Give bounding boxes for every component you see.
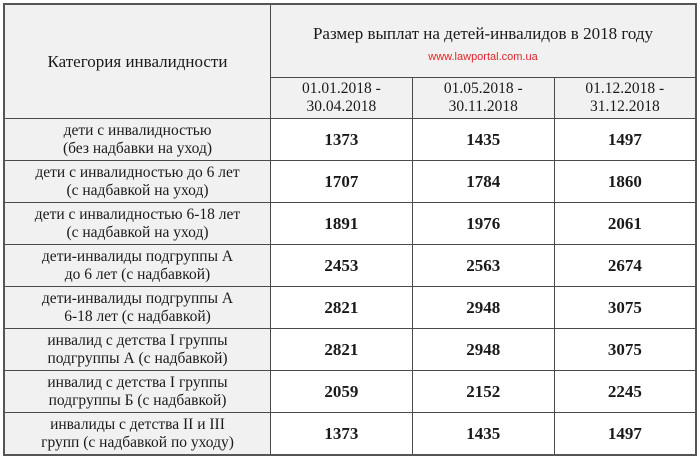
category-line: дети с инвалидностью (63, 121, 212, 139)
category-cell (4, 371, 271, 413)
value-cell: 1707 (271, 161, 413, 203)
value-cell: 1435 (412, 413, 554, 456)
category-line: инвалид с детства I группы (47, 373, 228, 391)
period-header-2 (412, 78, 554, 119)
table-row (4, 161, 696, 203)
value-cell: 2821 (271, 329, 413, 371)
value-cell: 1497 (554, 119, 696, 161)
value-cell: 2453 (271, 245, 413, 287)
category-line: подгруппы Б (с надбавкой) (48, 391, 227, 409)
table-row (4, 119, 696, 161)
category-line: дети с инвалидностью до 6 лет (35, 163, 240, 181)
period-end: 31.12.2018 (589, 98, 660, 115)
value-cell: 1373 (271, 119, 413, 161)
value-cell: 2563 (412, 245, 554, 287)
table-row (4, 203, 696, 245)
value-cell: 1373 (271, 413, 413, 456)
table-title-cell (271, 4, 697, 78)
period-end: 30.04.2018 (306, 98, 377, 115)
category-line: групп (с надбавкой по уходу) (41, 433, 234, 451)
value-cell: 1860 (554, 161, 696, 203)
category-line: (без надбавки на уход) (62, 139, 213, 157)
category-column-header: Категория инвалидности (4, 4, 271, 119)
table-row (4, 413, 696, 456)
value-cell: 1435 (412, 119, 554, 161)
value-cell: 2245 (554, 371, 696, 413)
category-cell (4, 413, 271, 456)
value-cell: 1976 (412, 203, 554, 245)
period-start: 01.05.2018 - (443, 80, 523, 97)
category-line: 6-18 лет (с надбавкой) (64, 307, 211, 325)
value-cell: 2821 (271, 287, 413, 329)
category-cell (4, 329, 271, 371)
period-header-1 (271, 78, 413, 119)
period-header-3 (554, 78, 696, 119)
category-line: подгруппы А (с надбавкой) (47, 349, 228, 367)
value-cell: 3075 (554, 287, 696, 329)
category-line: дети с инвалидностью 6-18 лет (34, 205, 241, 223)
table-row (4, 329, 696, 371)
category-cell (4, 119, 271, 161)
category-cell (4, 203, 271, 245)
value-cell: 1784 (412, 161, 554, 203)
period-end: 30.11.2018 (448, 98, 518, 115)
table-row (4, 245, 696, 287)
period-start: 01.12.2018 - (585, 80, 665, 97)
category-cell (4, 161, 271, 203)
table-row (4, 287, 696, 329)
value-cell: 2674 (554, 245, 696, 287)
table-row (4, 371, 696, 413)
table-title: Размер выплат на детей-инвалидов в 2018 году (312, 24, 654, 43)
value-cell: 2152 (412, 371, 554, 413)
source-link[interactable]: www.lawportal.com.ua (428, 51, 538, 63)
category-line: (с надбавкой на уход) (66, 181, 209, 199)
value-cell: 2948 (412, 329, 554, 371)
category-line: инвалид с детства I группы (47, 331, 228, 349)
category-line: дети-инвалиды подгруппы А (41, 247, 234, 265)
value-cell: 1891 (271, 203, 413, 245)
category-line: до 6 лет (с надбавкой) (64, 265, 211, 283)
category-line: инвалиды с детства II и III (50, 415, 225, 433)
category-line: дети-инвалиды подгруппы А (41, 289, 234, 307)
value-cell: 3075 (554, 329, 696, 371)
category-cell (4, 287, 271, 329)
payments-table (3, 3, 697, 456)
value-cell: 2948 (412, 287, 554, 329)
value-cell: 2061 (554, 203, 696, 245)
value-cell: 2059 (271, 371, 413, 413)
value-cell: 1497 (554, 413, 696, 456)
category-line: (с надбавкой на уход) (66, 223, 209, 241)
period-start: 01.01.2018 - (302, 80, 381, 97)
category-cell (4, 245, 271, 287)
